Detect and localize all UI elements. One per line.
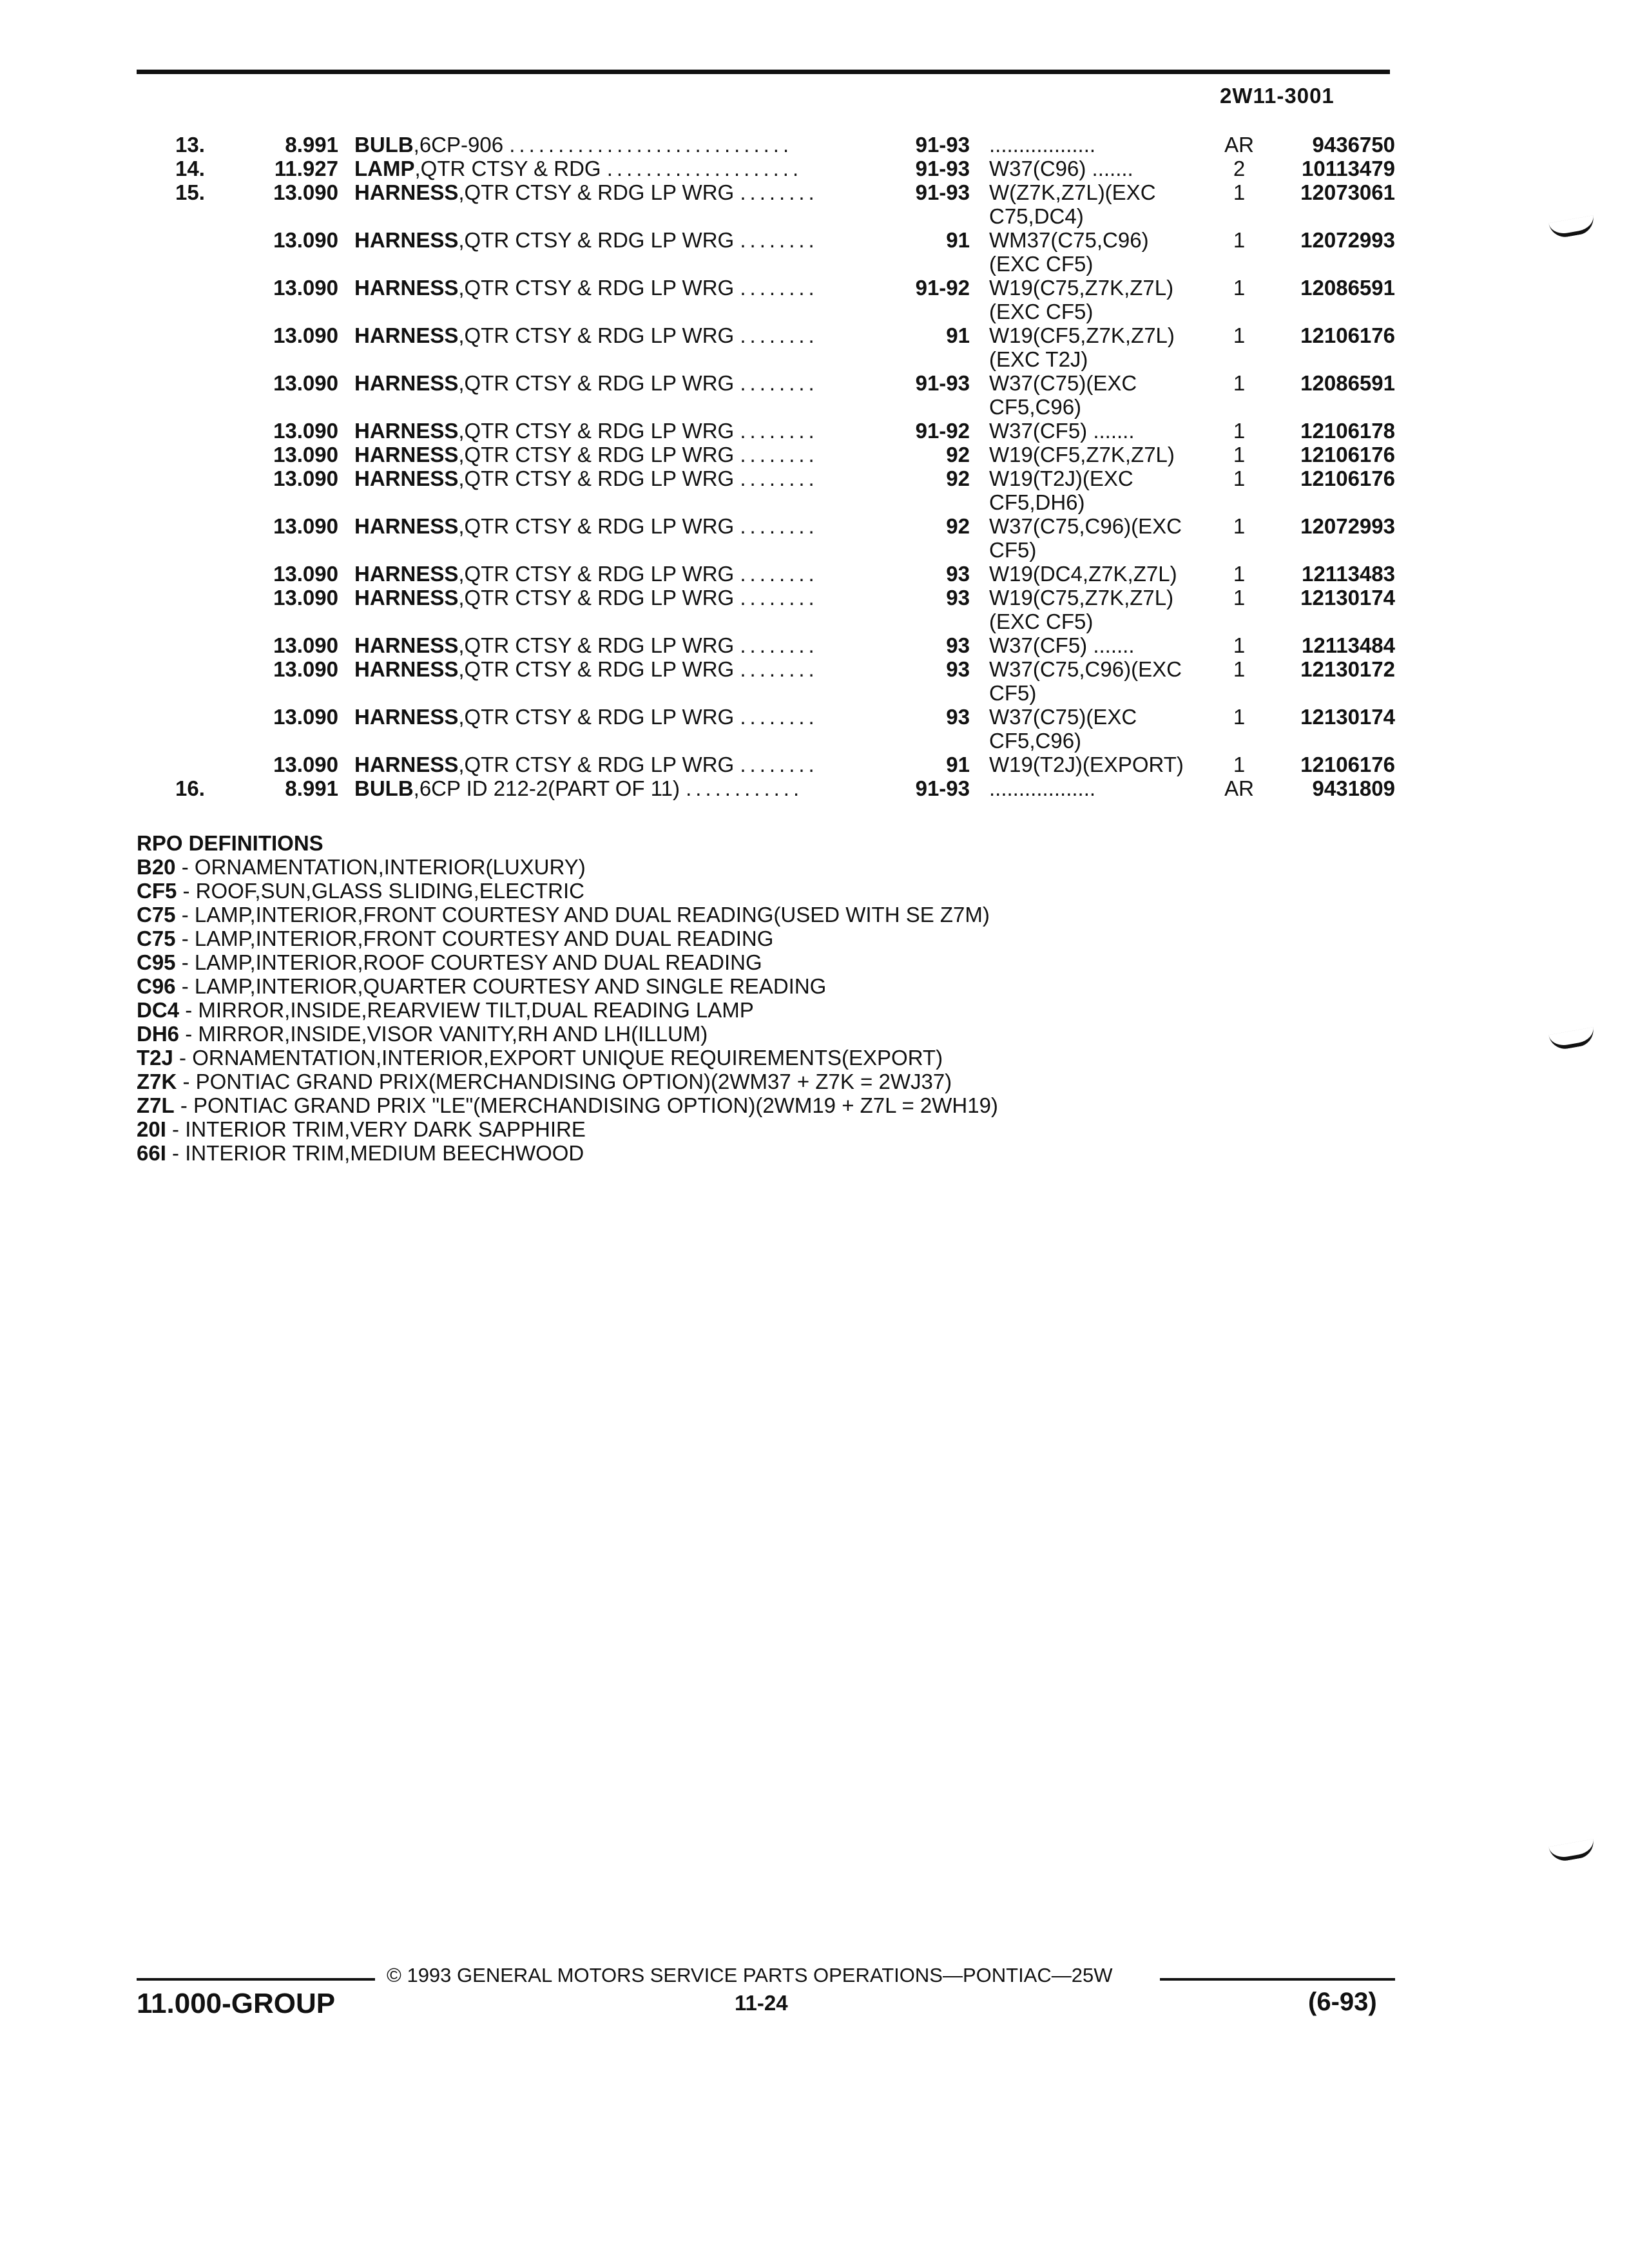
model-years: 92: [946, 514, 970, 538]
rpo-title: RPO DEFINITIONS: [137, 831, 323, 855]
group-number: 8.991: [285, 776, 338, 800]
table-row: [0, 776, 1629, 800]
model-usage: [989, 443, 1218, 466]
group-number: 13.090: [273, 180, 338, 204]
rpo-code: 66I: [137, 1141, 166, 1165]
group-number: 13.090: [273, 705, 338, 729]
part-number: 12113483: [1301, 562, 1395, 586]
quantity: 1: [1233, 633, 1246, 657]
model-usage: [989, 586, 1218, 633]
table-row: [0, 633, 1629, 657]
part-description: [354, 586, 883, 610]
part-name: HARNESS: [354, 657, 459, 681]
leader-dots: .............................: [509, 133, 793, 157]
group-number: 13.090: [273, 633, 338, 657]
part-detail: ,QTR CTSY & RDG LP WRG: [458, 443, 735, 466]
group-number: 13.090: [273, 276, 338, 300]
model-usage-line: CF5): [989, 681, 1037, 705]
part-detail: ,QTR CTSY & RDG LP WRG: [458, 419, 735, 443]
rpo-definition: [137, 1093, 998, 1117]
rpo-code: B20: [137, 855, 176, 879]
model-usage: [989, 133, 1218, 157]
part-number: 12106176: [1300, 323, 1395, 347]
part-name: HARNESS: [354, 466, 459, 490]
binder-hole-mark: [1548, 1839, 1595, 1863]
rpo-definition: [137, 998, 998, 1022]
footer-rule: [1160, 1978, 1395, 1981]
model-years: 91-93: [915, 180, 970, 204]
part-name: HARNESS: [354, 514, 459, 538]
group-number: 13.090: [273, 443, 338, 466]
model-usage-line: W37(C75)(EXC: [989, 705, 1137, 729]
leader-dots: ........: [740, 705, 818, 729]
item-number: 15.: [175, 180, 205, 204]
model-usage: [989, 562, 1218, 586]
table-row: [0, 228, 1629, 276]
part-description: [354, 443, 883, 466]
quantity: 1: [1233, 443, 1246, 466]
rpo-text: - LAMP,INTERIOR,ROOF COURTESY AND DUAL READING: [175, 950, 762, 974]
part-name: HARNESS: [354, 705, 459, 729]
part-description: [354, 753, 883, 776]
leader-dots: ........: [740, 753, 818, 776]
part-name: HARNESS: [354, 633, 459, 657]
part-name: HARNESS: [354, 753, 459, 776]
quantity: 1: [1233, 466, 1246, 490]
leader-dots: ........: [740, 228, 818, 252]
rpo-definition: [137, 879, 998, 903]
part-name: HARNESS: [354, 228, 459, 252]
quantity: 1: [1233, 276, 1246, 300]
table-row: [0, 562, 1629, 586]
model-usage-line: W19(CF5,Z7K,Z7L): [989, 443, 1175, 466]
model-usage: [989, 705, 1218, 753]
part-number: 12106176: [1300, 466, 1395, 490]
leader-dots: ........: [740, 443, 818, 466]
model-usage: [989, 514, 1218, 562]
model-years: 93: [946, 586, 970, 610]
model-years: 92: [946, 466, 970, 490]
table-row: [0, 705, 1629, 753]
quantity: 1: [1233, 419, 1246, 443]
model-usage: [989, 419, 1218, 443]
part-name: HARNESS: [354, 562, 459, 586]
leader-dots: ........: [740, 371, 818, 395]
leader-dots: ........: [740, 323, 818, 347]
model-usage-line: W37(C75,C96)(EXC: [989, 514, 1182, 538]
part-description: [354, 776, 883, 800]
part-detail: ,QTR CTSY & RDG LP WRG: [458, 323, 735, 347]
table-row: [0, 371, 1629, 419]
model-usage-line: WM37(C75,C96): [989, 228, 1149, 252]
group-number: 11.927: [274, 157, 338, 180]
part-description: [354, 514, 883, 538]
rpo-definition: [137, 950, 998, 974]
model-years: 91-93: [915, 157, 970, 180]
rpo-definition: [137, 903, 998, 927]
quantity: 1: [1233, 753, 1246, 776]
rpo-code: C75: [137, 927, 176, 950]
model-usage: [989, 157, 1218, 180]
model-usage-line: CF5,C96): [989, 729, 1082, 753]
leader-dots: ........: [740, 466, 818, 490]
parts-table: [0, 133, 1629, 800]
model-usage-line: W19(DC4,Z7K,Z7L): [989, 562, 1177, 586]
part-number: 12130174: [1300, 586, 1395, 610]
part-description: [354, 157, 883, 180]
rpo-definition: [137, 1117, 998, 1141]
rpo-code: Z7K: [137, 1070, 177, 1093]
model-usage-line: ..................: [989, 133, 1096, 157]
model-usage: [989, 753, 1218, 776]
model-years: 92: [946, 443, 970, 466]
footer-rule: [137, 1978, 375, 1981]
table-row: [0, 753, 1629, 776]
rpo-code: C95: [137, 950, 176, 974]
model-years: 91-92: [915, 419, 970, 443]
rpo-text: - LAMP,INTERIOR,QUARTER COURTESY AND SINGLE READING: [175, 974, 827, 998]
rpo-text: - PONTIAC GRAND PRIX "LE"(MERCHANDISING OPTION)(2WM19 + Z7L = 2WH19): [174, 1093, 998, 1117]
rpo-text: - INTERIOR TRIM,VERY DARK SAPPHIRE: [166, 1117, 586, 1141]
part-detail: ,QTR CTSY & RDG LP WRG: [458, 705, 735, 729]
leader-dots: ....................: [606, 157, 803, 180]
model-usage-line: CF5,DH6): [989, 490, 1085, 514]
part-detail: ,QTR CTSY & RDG LP WRG: [458, 371, 735, 395]
part-number: 12106176: [1300, 753, 1395, 776]
table-row: [0, 514, 1629, 562]
model-usage-line: W19(CF5,Z7K,Z7L): [989, 323, 1175, 347]
table-row: [0, 586, 1629, 633]
part-detail: ,QTR CTSY & RDG LP WRG: [458, 633, 735, 657]
rpo-text: - PONTIAC GRAND PRIX(MERCHANDISING OPTION)(2WM37 + Z7K = 2WJ37): [177, 1070, 952, 1093]
model-usage: [989, 657, 1218, 705]
part-number: 9431809: [1312, 776, 1395, 800]
part-number: 12073061: [1300, 180, 1395, 204]
group-number: 13.090: [273, 514, 338, 538]
rpo-code: CF5: [137, 879, 177, 903]
copyright-notice: © 1993 GENERAL MOTORS SERVICE PARTS OPERATIONS—PONTIAC—25W: [387, 1964, 1113, 1986]
model-usage-line: W19(T2J)(EXPORT): [989, 753, 1184, 776]
table-row: [0, 157, 1629, 180]
model-usage-line: W37(C75)(EXC: [989, 371, 1137, 395]
model-years: 91: [946, 753, 970, 776]
rpo-list: [137, 855, 998, 1165]
quantity: AR: [1224, 776, 1254, 800]
model-usage-line: (EXC CF5): [989, 610, 1094, 633]
binder-hole-mark: [1548, 1027, 1595, 1052]
model-years: 91-92: [915, 276, 970, 300]
model-usage-line: (EXC CF5): [989, 252, 1094, 276]
part-detail: ,QTR CTSY & RDG LP WRG: [458, 180, 735, 204]
quantity: 1: [1233, 586, 1246, 610]
model-years: 93: [946, 633, 970, 657]
model-years: 93: [946, 705, 970, 729]
quantity: 1: [1233, 562, 1246, 586]
rpo-text: - INTERIOR TRIM,MEDIUM BEECHWOOD: [166, 1141, 584, 1165]
model-years: 93: [946, 657, 970, 681]
part-description: [354, 466, 883, 490]
model-usage: [989, 228, 1218, 276]
part-description: [354, 276, 883, 300]
quantity: 1: [1233, 228, 1246, 252]
part-number: 12130174: [1300, 705, 1395, 729]
table-row: [0, 133, 1629, 157]
part-number: 12106178: [1300, 419, 1395, 443]
rpo-definition: [137, 1141, 998, 1165]
part-detail: ,QTR CTSY & RDG LP WRG: [458, 657, 735, 681]
table-row: [0, 657, 1629, 705]
model-years: 91: [946, 323, 970, 347]
rpo-code: C75: [137, 903, 176, 927]
model-usage-line: ..................: [989, 776, 1096, 800]
model-usage-line: W19(C75,Z7K,Z7L): [989, 276, 1174, 300]
rpo-definitions: [137, 831, 998, 1165]
leader-dots: ........: [740, 276, 818, 300]
leader-dots: ........: [740, 657, 818, 681]
rpo-code: Z7L: [137, 1093, 175, 1117]
quantity: 1: [1233, 657, 1246, 681]
group-number: 13.090: [273, 586, 338, 610]
part-name: BULB: [354, 133, 414, 157]
rpo-code: DC4: [137, 998, 180, 1022]
part-detail: ,6CP ID 212-2(PART OF 11): [413, 776, 680, 800]
rpo-code: 20I: [137, 1117, 166, 1141]
rpo-definition: [137, 974, 998, 998]
part-detail: ,QTR CTSY & RDG: [414, 157, 601, 180]
leader-dots: ........: [740, 633, 818, 657]
part-name: HARNESS: [354, 371, 459, 395]
group-number: 8.991: [285, 133, 338, 157]
edition-date: (6-93): [1308, 1988, 1377, 2016]
model-usage-line: C75,DC4): [989, 204, 1084, 228]
rpo-text: - ROOF,SUN,GLASS SLIDING,ELECTRIC: [177, 879, 584, 903]
rpo-definition: [137, 1022, 998, 1046]
part-number: 12086591: [1300, 276, 1395, 300]
rpo-definition: [137, 927, 998, 950]
group-number: 13.090: [273, 562, 338, 586]
rpo-code: DH6: [137, 1022, 180, 1046]
part-name: HARNESS: [354, 323, 459, 347]
table-row: [0, 443, 1629, 466]
model-usage: [989, 180, 1218, 228]
model-usage-line: W37(CF5) .......: [989, 633, 1135, 657]
model-usage-line: CF5): [989, 538, 1037, 562]
table-row: [0, 276, 1629, 323]
rpo-definition: [137, 1046, 998, 1070]
quantity: 1: [1233, 323, 1246, 347]
table-row: [0, 180, 1629, 228]
rpo-code: C96: [137, 974, 176, 998]
quantity: 2: [1233, 157, 1246, 180]
part-description: [354, 323, 883, 347]
rpo-text: - ORNAMENTATION,INTERIOR(LUXURY): [175, 855, 586, 879]
model-years: 91-93: [915, 776, 970, 800]
quantity: 1: [1233, 514, 1246, 538]
leader-dots: ............: [686, 776, 804, 800]
part-detail: ,QTR CTSY & RDG LP WRG: [458, 562, 735, 586]
leader-dots: ........: [740, 514, 818, 538]
rpo-definition: [137, 855, 998, 879]
item-number: 14.: [175, 157, 205, 180]
group-number: 13.090: [273, 371, 338, 395]
part-description: [354, 705, 883, 729]
model-years: 91-93: [915, 133, 970, 157]
part-description: [354, 562, 883, 586]
catalog-code: 2W11-3001: [1220, 84, 1335, 108]
part-number: 12113484: [1301, 633, 1395, 657]
rpo-definition: [137, 1070, 998, 1093]
top-rule: [137, 70, 1390, 74]
group-number: 13.090: [273, 323, 338, 347]
item-number: 16.: [175, 776, 205, 800]
model-usage: [989, 633, 1218, 657]
model-usage-line: CF5,C96): [989, 395, 1082, 419]
model-usage-line: W37(C96) .......: [989, 157, 1133, 180]
quantity: AR: [1224, 133, 1254, 157]
part-number: 12106176: [1300, 443, 1395, 466]
model-usage-line: W(Z7K,Z7L)(EXC: [989, 180, 1156, 204]
part-description: [354, 633, 883, 657]
part-detail: ,QTR CTSY & RDG LP WRG: [458, 466, 735, 490]
quantity: 1: [1233, 371, 1246, 395]
part-description: [354, 419, 883, 443]
model-usage: [989, 323, 1218, 371]
part-name: HARNESS: [354, 586, 459, 610]
rpo-text: - MIRROR,INSIDE,REARVIEW TILT,DUAL READING LAMP: [179, 998, 754, 1022]
model-usage: [989, 466, 1218, 514]
part-number: 10113479: [1301, 157, 1395, 180]
rpo-text: - ORNAMENTATION,INTERIOR,EXPORT UNIQUE REQUIREMENTS(EXPORT): [173, 1046, 943, 1070]
part-name: HARNESS: [354, 419, 459, 443]
table-row: [0, 466, 1629, 514]
item-number: 13.: [175, 133, 205, 157]
model-usage-line: (EXC T2J): [989, 347, 1088, 371]
part-number: 12130172: [1300, 657, 1395, 681]
model-usage-line: W37(C75,C96)(EXC: [989, 657, 1182, 681]
group-number: 13.090: [273, 753, 338, 776]
part-number: 12086591: [1300, 371, 1395, 395]
model-usage: [989, 371, 1218, 419]
table-row: [0, 419, 1629, 443]
group-number: 13.090: [273, 228, 338, 252]
part-detail: ,QTR CTSY & RDG LP WRG: [458, 228, 735, 252]
part-name: HARNESS: [354, 276, 459, 300]
model-years: 91-93: [915, 371, 970, 395]
rpo-text: - LAMP,INTERIOR,FRONT COURTESY AND DUAL READING: [175, 927, 774, 950]
quantity: 1: [1233, 180, 1246, 204]
model-usage-line: W37(CF5) .......: [989, 419, 1135, 443]
model-usage-line: (EXC CF5): [989, 300, 1094, 323]
rpo-code: T2J: [137, 1046, 173, 1070]
part-name: LAMP: [354, 157, 415, 180]
quantity: 1: [1233, 705, 1246, 729]
model-usage-line: W19(C75,Z7K,Z7L): [989, 586, 1174, 610]
part-detail: ,QTR CTSY & RDG LP WRG: [458, 753, 735, 776]
page-number: 11-24: [735, 1991, 788, 2015]
part-number: 12072993: [1300, 514, 1395, 538]
model-usage: [989, 776, 1218, 800]
part-description: [354, 133, 883, 157]
part-description: [354, 371, 883, 395]
part-name: BULB: [354, 776, 414, 800]
part-name: HARNESS: [354, 443, 459, 466]
part-number: 9436750: [1312, 133, 1395, 157]
group-number: 13.090: [273, 466, 338, 490]
model-usage-line: W19(T2J)(EXC: [989, 466, 1133, 490]
rpo-text: - LAMP,INTERIOR,FRONT COURTESY AND DUAL READING(USED WITH SE Z7M): [175, 903, 990, 927]
group-number: 13.090: [273, 419, 338, 443]
part-detail: ,6CP-906: [413, 133, 504, 157]
leader-dots: ........: [740, 562, 818, 586]
part-name: HARNESS: [354, 180, 459, 204]
part-description: [354, 228, 883, 252]
model-years: 91: [946, 228, 970, 252]
model-usage: [989, 276, 1218, 323]
leader-dots: ........: [740, 180, 818, 204]
group-number: 13.090: [273, 657, 338, 681]
part-detail: ,QTR CTSY & RDG LP WRG: [458, 586, 735, 610]
leader-dots: ........: [740, 586, 818, 610]
part-number: 12072993: [1300, 228, 1395, 252]
part-description: [354, 180, 883, 204]
footer-group-label: 11.000-GROUP: [137, 1988, 336, 2019]
part-description: [354, 657, 883, 681]
rpo-text: - MIRROR,INSIDE,VISOR VANITY,RH AND LH(ILLUM): [179, 1022, 708, 1046]
model-years: 93: [946, 562, 970, 586]
part-detail: ,QTR CTSY & RDG LP WRG: [458, 514, 735, 538]
table-row: [0, 323, 1629, 371]
part-detail: ,QTR CTSY & RDG LP WRG: [458, 276, 735, 300]
leader-dots: ........: [740, 419, 818, 443]
